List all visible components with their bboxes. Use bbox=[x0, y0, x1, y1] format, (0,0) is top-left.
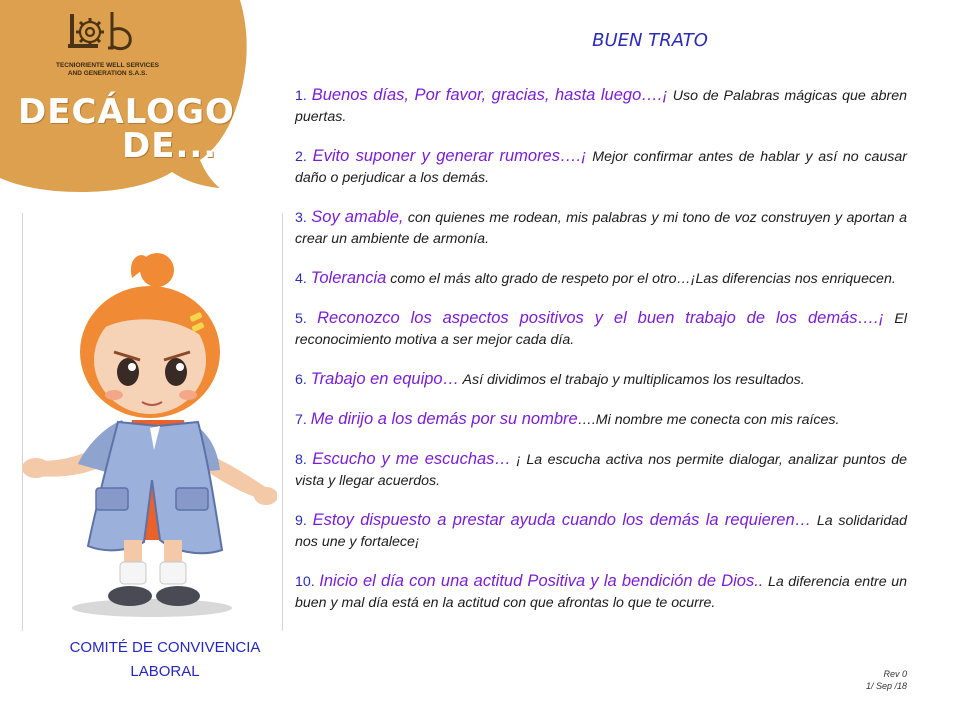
item-text: Así dividimos el trabajo y multiplicamos los resultados. bbox=[459, 372, 805, 388]
item-highlight: Me dirijo a los demás por su nombre bbox=[310, 410, 578, 428]
decalogo-heading-line1: DECÁLOGO bbox=[18, 92, 235, 132]
revision-label: Rev 0 bbox=[883, 669, 907, 679]
item-text: La solidaridad nos une y fortalece¡ bbox=[295, 513, 907, 550]
item-text: con quienes me rodean, mis palabras y mi tono de voz construyen y aportan a crear un ambiente de armonía. bbox=[295, 210, 907, 247]
item-text: El reconocimiento motiva a ser mejor cada día. bbox=[295, 311, 907, 348]
item-number: 8. bbox=[295, 452, 307, 468]
committee-label bbox=[50, 636, 280, 684]
item-text: Mejor confirmar antes de hablar y así no causar daño o perjudicar a los demás. bbox=[295, 149, 907, 186]
list-item bbox=[295, 85, 907, 128]
committee-label-line1: COMITÉ DE CONVIVENCIA bbox=[69, 639, 261, 656]
item-highlight: Soy amable, bbox=[311, 208, 404, 226]
list-item bbox=[295, 308, 907, 351]
decalogo-heading-line2: DE... bbox=[122, 126, 218, 166]
list-item bbox=[295, 510, 907, 553]
item-number: 4. bbox=[295, 271, 307, 287]
item-highlight: Buenos días, Por favor, gracias, hasta luego….¡ bbox=[311, 86, 668, 104]
item-number: 6. bbox=[295, 372, 307, 388]
revision-info bbox=[866, 668, 907, 692]
gear-logo-icon bbox=[60, 8, 135, 56]
list-item bbox=[295, 449, 907, 492]
company-name bbox=[40, 62, 175, 78]
cartoon-girl-illustration bbox=[22, 250, 277, 620]
list-item bbox=[295, 146, 907, 189]
list-item bbox=[295, 409, 907, 431]
list-item bbox=[295, 207, 907, 250]
list-item bbox=[295, 369, 907, 391]
item-text: La diferencia entre un buen y mal día está en la actitud con que afrontas lo que te ocurre. bbox=[295, 574, 907, 611]
item-text: ….Mi nombre me conecta con mis raíces. bbox=[577, 412, 840, 428]
committee-label-line2: LABORAL bbox=[130, 663, 200, 680]
revision-date: 1/ Sep /18 bbox=[865, 681, 907, 691]
item-highlight: Inicio el día con una actitud Positiva y la bendición de Dios.. bbox=[319, 572, 764, 590]
list-item bbox=[295, 571, 907, 614]
item-number: 1. bbox=[295, 88, 307, 104]
item-number: 9. bbox=[295, 513, 307, 529]
item-text: como el más alto grado de respeto por el otro…¡Las diferencias nos enriquecen. bbox=[386, 271, 896, 287]
item-highlight: Tolerancia bbox=[310, 269, 387, 287]
item-text: ¡ La escucha activa nos permite dialogar, analizar puntos de vista y llegar acuerdos. bbox=[295, 452, 907, 489]
item-highlight: Reconozco los aspectos positivos y el buen trabajo de los demás….¡ bbox=[317, 309, 885, 327]
item-number: 3. bbox=[295, 210, 307, 226]
page-title: BUEN TRATO bbox=[592, 30, 708, 51]
company-name-line1: TECNIORIENTE WELL SERVICES bbox=[55, 62, 160, 69]
item-highlight: Evito suponer y generar rumores….¡ bbox=[312, 147, 587, 165]
item-highlight: Escucho y me escuchas… bbox=[312, 450, 511, 468]
item-number: 7. bbox=[295, 412, 307, 428]
item-number: 2. bbox=[295, 149, 307, 165]
company-name-line2: AND GENERATION S.A.S. bbox=[67, 70, 148, 77]
item-highlight: Trabajo en equipo… bbox=[310, 370, 460, 388]
item-text: Uso de Palabras mágicas que abren puertas. bbox=[295, 88, 907, 125]
right-divider-line bbox=[282, 213, 283, 631]
decalogue-list bbox=[295, 85, 907, 632]
list-item bbox=[295, 268, 907, 290]
item-number: 5. bbox=[295, 311, 307, 327]
item-number: 10. bbox=[295, 574, 315, 590]
item-highlight: Estoy dispuesto a prestar ayuda cuando los demás la requieren… bbox=[312, 511, 812, 529]
